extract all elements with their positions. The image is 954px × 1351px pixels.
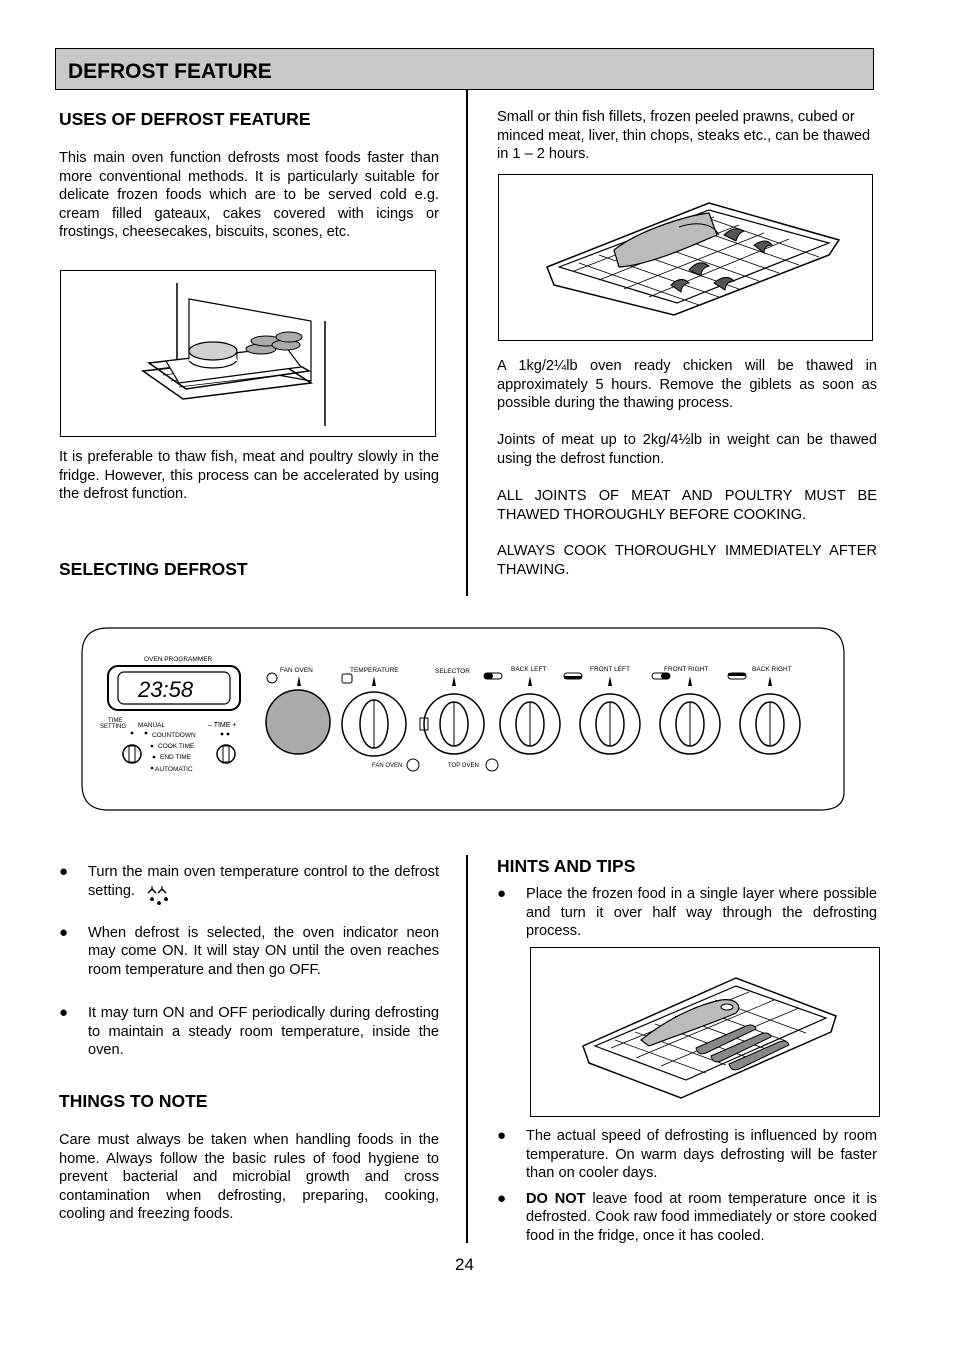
bullet-icon: ● xyxy=(59,923,69,941)
list-item: ● DO NOT leave food at room temperature once it is defrosted. Cook raw food immediately or store cooked food in the fridge, once it has cooled. xyxy=(497,1189,877,1244)
things-to-note-heading: THINGS TO NOTE xyxy=(59,1091,208,1111)
chicken-text: A 1kg/2¼lb oven ready chicken will be thawed in approximately 5 hours. Remove the giblets as soon as possible during the thawing process. xyxy=(497,358,877,411)
time-setting-label-1: TIME xyxy=(108,718,123,724)
fish-tray-illustration xyxy=(498,174,873,341)
back-left-label: BACK LEFT xyxy=(511,666,547,673)
sausage-tray-illustration xyxy=(530,947,880,1117)
always-cook-text: ALWAYS COOK THOROUGHLY IMMEDIATELY AFTER THAWING. xyxy=(497,543,877,578)
page-title: DEFROST FEATURE xyxy=(68,60,272,83)
list-item: ● Place the frozen food in a single layer where possible and turn it over half way through the defrosting process. xyxy=(497,885,877,939)
top-oven-neon-label: TOP OVEN xyxy=(448,763,479,769)
column-divider-bottom xyxy=(466,855,468,1243)
front-right-label: FRONT RIGHT xyxy=(664,666,709,673)
defrost-steps-list xyxy=(59,863,439,1060)
time-adjust-knob xyxy=(217,745,235,763)
fan-oven-label: FAN OVEN xyxy=(280,667,313,674)
list-item: ● Turn the main oven temperature control to the defrost setting. xyxy=(59,863,439,909)
countdown-label: COUNTDOWN xyxy=(152,732,196,739)
fan-oven-neon xyxy=(407,759,419,771)
fish-text: Small or thin fish fillets, frozen peeled prawns, cubed or minced meat, liver, thin chops, steaks etc., can be thawed in 1 – 2 hours. xyxy=(497,109,871,162)
must-thaw-text: ALL JOINTS OF MEAT AND POULTRY MUST BE THAWED THOROUGHLY BEFORE COOKING. xyxy=(497,488,877,523)
programmer-time: 23:58 xyxy=(138,677,194,702)
time-setting-knob xyxy=(123,745,141,763)
list-item: ● It may turn ON and OFF periodically during defrosting to maintain a steady room temperature, inside the oven. xyxy=(59,1004,439,1058)
column-divider-top xyxy=(466,90,468,596)
bullet-icon: ● xyxy=(497,1189,507,1207)
bullet-icon: ● xyxy=(497,885,507,902)
cake-tray-illustration xyxy=(60,270,436,437)
bullet-icon: ● xyxy=(59,863,69,880)
fan-oven-light xyxy=(266,690,330,754)
cook-time-label: COOK TIME xyxy=(158,743,195,750)
hints-list-bottom xyxy=(497,1127,877,1245)
bullet-icon: ● xyxy=(59,1004,69,1021)
automatic-label: AUTOMATIC xyxy=(155,766,193,773)
list-item: ● When defrost is selected, the oven indicator neon may come ON. It will stay ON until the oven reaches room temperature and then go OFF. xyxy=(59,923,439,978)
control-panel-illustration xyxy=(80,626,846,812)
prefer-text: It is preferable to thaw fish, meat and poultry slowly in the fridge. However, this process can be accelerated by using the defrost function. xyxy=(59,449,439,502)
hints-heading: HINTS AND TIPS xyxy=(497,856,636,876)
manual-label: MANUAL xyxy=(138,722,166,729)
time-setting-label-2: SETTING xyxy=(100,724,127,730)
hints-list-top xyxy=(497,885,877,941)
joints-text: Joints of meat up to 2kg/4½lb in weight can be thawed using the defrost function. xyxy=(497,432,877,467)
do-not-emphasis: DO NOT xyxy=(526,1190,586,1207)
end-time-label: END TIME xyxy=(160,754,191,761)
top-oven-neon xyxy=(486,759,498,771)
front-left-label: FRONT LEFT xyxy=(590,666,630,673)
fan-oven-neon-label: FAN OVEN xyxy=(372,763,403,769)
section-banner xyxy=(55,48,874,90)
things-to-note-text: Care must always be taken when handling foods in the home. Always follow the basic rules of food hygiene to prevent bacterial and microbial growth and cross contamination when defrosting, preparing, cooking, cooling and freezing foods. xyxy=(59,1132,439,1222)
list-item: ● The actual speed of defrosting is influenced by room temperature. On warm days defrosting will be faster than on cooler days. xyxy=(497,1127,877,1181)
uses-text: This main oven function defrosts most foods faster than more conventional methods. It is particularly suitable for delicate frozen foods which are to be served cold e.g. cream filled gateaux, cakes covered with icings or frostings, cheesecakes, biscuits, scones, etc. xyxy=(59,150,439,240)
selecting-heading: SELECTING DEFROST xyxy=(59,559,248,579)
bullet-icon: ● xyxy=(497,1127,507,1144)
temperature-label: TEMPERATURE xyxy=(350,667,399,674)
back-right-label: BACK RIGHT xyxy=(752,666,792,673)
uses-heading: USES OF DEFROST FEATURE xyxy=(59,109,311,129)
time-adjust-label: – TIME + xyxy=(208,722,237,729)
selector-label: SELECTOR xyxy=(435,668,470,675)
page-number: 24 xyxy=(455,1255,474,1274)
defrost-symbol-icon xyxy=(145,885,171,909)
programmer-label: OVEN PROGRAMMER xyxy=(144,656,213,663)
